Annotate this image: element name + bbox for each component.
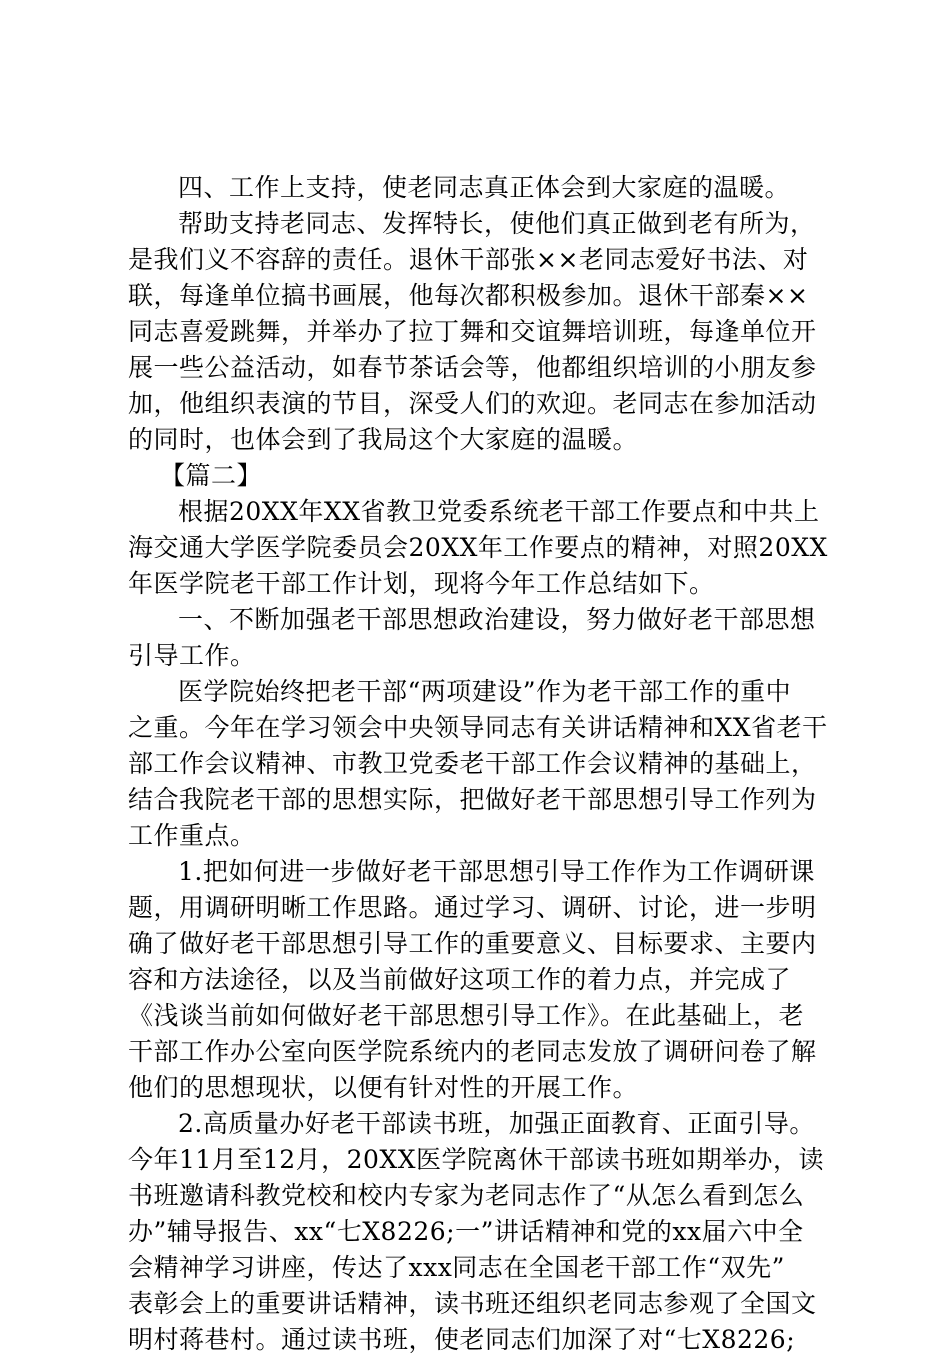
body-line: 明村蒋巷村。通过读书班，使老同志们加深了对“七X8226; (128, 1325, 796, 1354)
body-line: 表彰会上的重要讲话精神，读书班还组织老同志参观了全国文 (128, 1289, 817, 1318)
body-line: 四、工作上支持，使老同志真正体会到大家庭的温暖。 (178, 173, 791, 202)
body-line: 一、不断加强老干部思想政治建设，努力做好老干部思想 (178, 605, 816, 634)
body-line: 2.高质量办好老干部读书班，加强正面教育、正面引导。 (178, 1109, 815, 1138)
body-line: 今年11月至12月，20XX医学院离休干部读书班如期举办，读 (128, 1145, 825, 1174)
body-line: 是我们义不容辞的责任。退休干部张××老同志爱好书法、对 (128, 245, 809, 274)
body-line: 年医学院老干部工作计划，现将今年工作总结如下。 (128, 569, 715, 598)
body-line: 部工作会议精神、市教卫党委老干部工作会议精神的基础上， (128, 749, 817, 778)
section-heading: 【篇二】 (160, 461, 263, 490)
body-line: 加，他组织表演的节目，深受人们的欢迎。老同志在参加活动 (128, 389, 817, 418)
body-line: 工作重点。 (128, 821, 256, 850)
body-line: 《浅谈当前如何做好老干部思想引导工作》。在此基础上，老 (128, 1001, 805, 1030)
body-line: 的同时，也体会到了我局这个大家庭的温暖。 (128, 425, 639, 454)
body-line: 之重。今年在学习领会中央领导同志有关讲话精神和XX省老干 (128, 713, 828, 742)
body-line: 引导工作。 (128, 641, 256, 670)
body-line: 根据20XX年XX省教卫党委系统老干部工作要点和中共上 (178, 497, 820, 526)
body-line: 同志喜爱跳舞，并举办了拉丁舞和交谊舞培训班，每逢单位开 (128, 317, 817, 346)
body-line: 结合我院老干部的思想实际，把做好老干部思想引导工作列为 (128, 785, 817, 814)
body-line: 展一些公益活动，如春节茶话会等，他都组织培训的小朋友参 (128, 353, 817, 382)
body-line: 题，用调研明晰工作思路。通过学习、调研、讨论，进一步明 (128, 893, 817, 922)
body-line: 容和方法途径，以及当前做好这项工作的着力点，并完成了 (128, 965, 792, 994)
body-line: 书班邀请科教党校和校内专家为老同志作了“从怎么看到怎么 (128, 1181, 805, 1210)
body-line: 医学院始终把老干部“两项建设”作为老干部工作的重中 (178, 677, 792, 706)
body-line: 确了做好老干部思想引导工作的重要意义、目标要求、主要内 (128, 929, 817, 958)
body-line: 会精神学习讲座，传达了xxx同志在全国老干部工作“双先” (128, 1253, 785, 1282)
body-line: 联，每逢单位搞书画展，他每次都积极参加。退休干部秦×× (128, 281, 809, 310)
body-line: 办”辅导报告、xx“七X8226;一”讲话精神和党的xx届六中全 (128, 1217, 804, 1246)
body-line: 帮助支持老同志、发挥特长，使他们真正做到老有所为， (178, 209, 816, 238)
body-line: 他们的思想现状，以便有针对性的开展工作。 (128, 1073, 639, 1102)
body-line: 干部工作办公室向医学院系统内的老同志发放了调研问卷了解 (128, 1037, 817, 1066)
body-line: 1.把如何进一步做好老干部思想引导工作作为工作调研课 (178, 857, 815, 886)
body-line: 海交通大学医学院委员会20XX年工作要点的精神，对照20XX (128, 533, 828, 562)
